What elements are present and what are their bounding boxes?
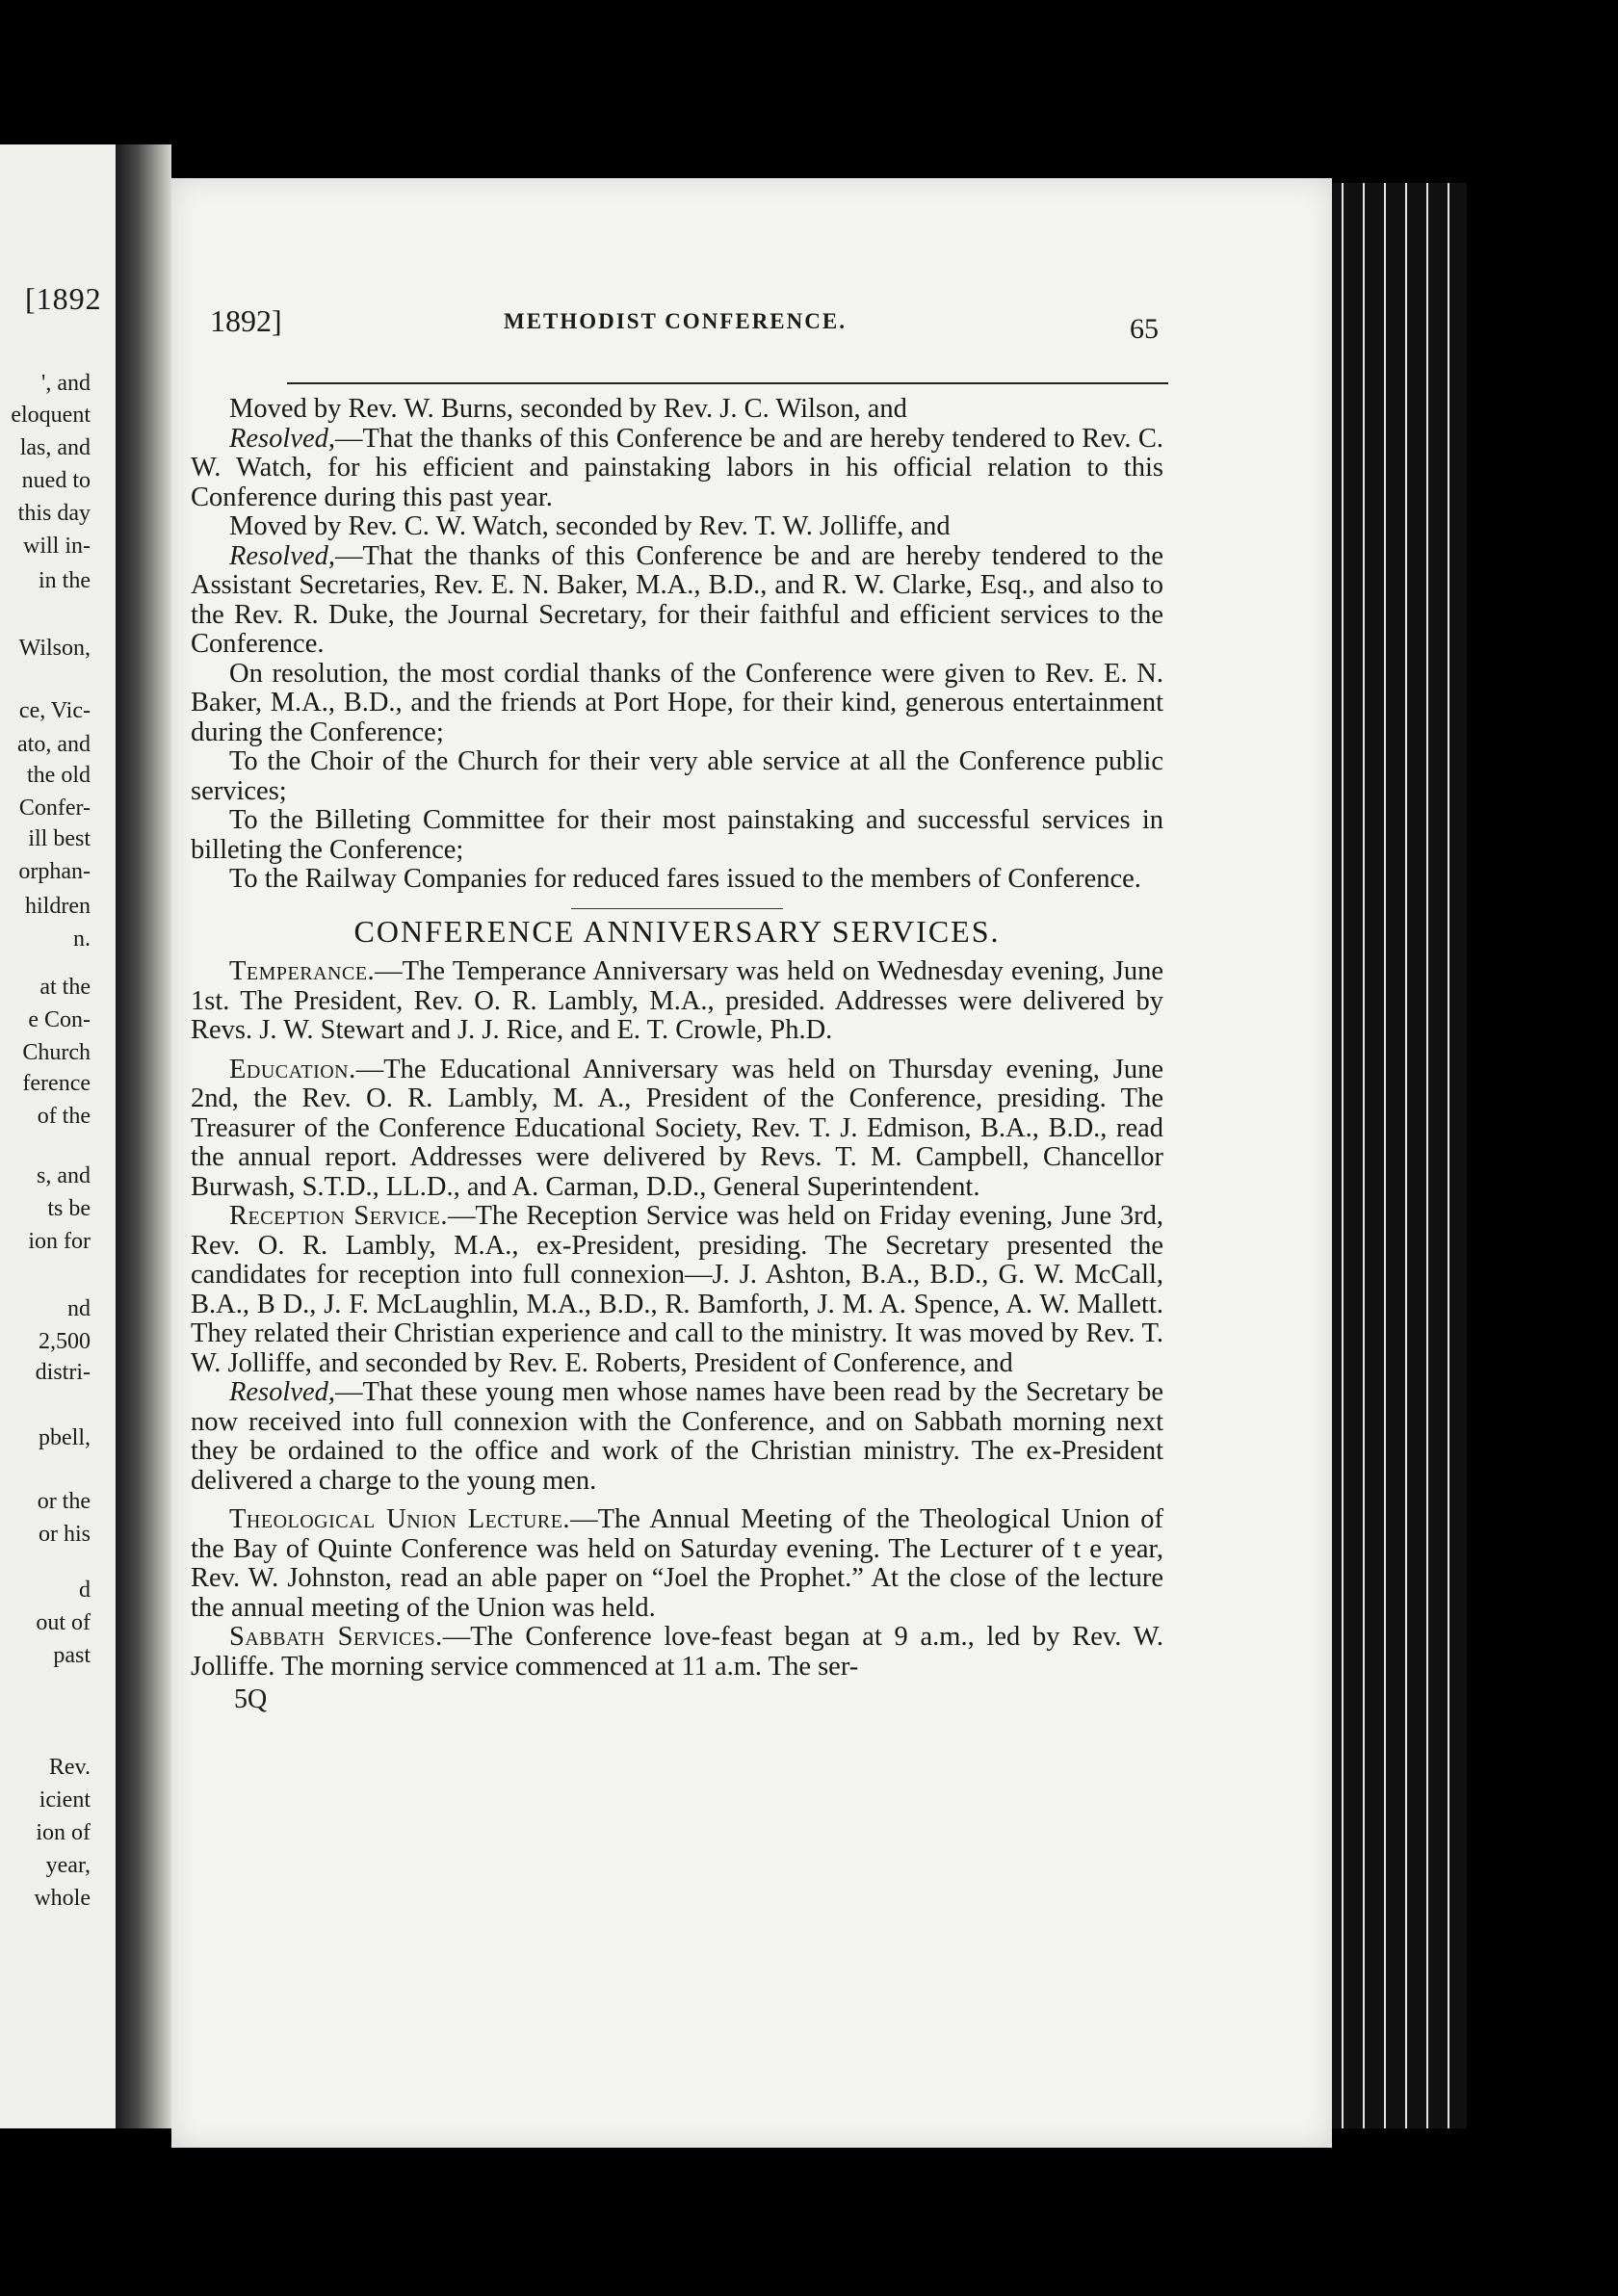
book-gutter bbox=[116, 144, 171, 2128]
previous-page-line: pbell, bbox=[39, 1425, 91, 1450]
running-head-title: METHODIST CONFERENCE. bbox=[504, 309, 847, 333]
previous-page-line: Rev. bbox=[48, 1755, 91, 1780]
section-heading: CONFERENCE ANNIVERSARY SERVICES. bbox=[353, 913, 1001, 949]
section-divider bbox=[571, 908, 783, 909]
page-number: 65 bbox=[1130, 313, 1159, 345]
previous-page-line: n. bbox=[73, 926, 91, 952]
previous-page-line: or the bbox=[37, 1489, 91, 1514]
previous-page-line: the old bbox=[27, 763, 91, 788]
book-page bbox=[171, 178, 1332, 2148]
paragraph: Moved by Rev. C. W. Watch, seconded by Rev. T. W. Jolliffe, and bbox=[229, 511, 951, 541]
section-paragraph-sabbath: Sabbath Services.—The Conference love-feast began at 9 a.m., led by Rev. W. Jolliffe. The morning service commenced at 11 a.m. The ser- bbox=[191, 1622, 1163, 1682]
previous-page-line: year, bbox=[45, 1853, 91, 1878]
paragraph: Resolved,—That the thanks of this Conference be and are hereby tendered to the Assistant Secretaries, Rev. E. N. Baker, M.A., B.D., and R. W. Clarke, Esq., and also to the Rev. R. Duke, the Journal Secretary, for their faithful and efficient services to the Conference. bbox=[191, 540, 1163, 659]
previous-page-line: nued to bbox=[21, 468, 91, 493]
previous-page-line: ill best bbox=[28, 826, 91, 851]
previous-page-line: Confer- bbox=[18, 796, 91, 821]
page-body bbox=[191, 395, 1163, 1715]
header-rule bbox=[287, 382, 1168, 384]
paragraph: Resolved,—That the thanks of this Conference be and are hereby tendered to Rev. C. W. Watch, for his efficient and painstaking labors in his official relation to this Conference during this past year. bbox=[191, 423, 1163, 512]
previous-page-line: ato, and bbox=[17, 732, 91, 757]
previous-page-line: orphan- bbox=[18, 859, 91, 884]
paragraph: On resolution, the most cordial thanks of the Conference were given to Rev. E. N. Baker, M.A., B.D., and the friends at Port Hope, for their kind, generous entertainment during the Conference; bbox=[191, 658, 1163, 747]
previous-page-line: ', and bbox=[41, 371, 91, 396]
previous-page-line: at the bbox=[39, 975, 91, 1000]
previous-page-line: 2,500 bbox=[39, 1329, 91, 1354]
previous-page-line: las, and bbox=[19, 435, 91, 460]
previous-page-line: eloquent bbox=[11, 403, 91, 428]
paragraph: Moved by Rev. W. Burns, seconded by Rev. J. C. Wilson, and bbox=[229, 394, 907, 424]
previous-page-line: icient bbox=[39, 1787, 91, 1813]
previous-page-line: ion of bbox=[36, 1820, 91, 1845]
previous-page-line: ion for bbox=[28, 1229, 91, 1254]
section-paragraph-theological: Theological Union Lecture.—The Annual Meeting of the Theological Union of the Bay of Quinte Conference was held on Saturday evening. The Lecturer of t e year, Rev. W. Johnston, read an able paper on “Joel the Prophet.” At the close of the lecture the annual meeting of the Union was held. bbox=[191, 1504, 1163, 1623]
previous-page-line: e Con- bbox=[28, 1007, 91, 1032]
previous-page-line: ference bbox=[22, 1071, 91, 1096]
previous-page-line: will in- bbox=[23, 534, 91, 559]
previous-page-line: d bbox=[79, 1578, 91, 1603]
previous-page-line: hildren bbox=[25, 894, 91, 919]
section-paragraph-temperance: Temperance.—The Temperance Anniversary was held on Wednesday evening, June 1st. The President, Rev. O. R. Lambly, M.A., presided. Addresses were delivered by Revs. J. W. Stewart and J. J. Rice, and E. T. Crowle, Ph.D. bbox=[191, 956, 1163, 1045]
paragraph: To the Railway Companies for reduced fares issued to the members of Conference. bbox=[229, 864, 1141, 894]
previous-page-line: distri- bbox=[35, 1360, 91, 1385]
previous-page-line: ce, Vic- bbox=[18, 698, 91, 723]
previous-page-line: Church bbox=[22, 1040, 91, 1065]
printer-signature-mark: 5Q bbox=[234, 1684, 268, 1714]
paragraph: To the Choir of the Church for their very able service at all the Conference public services; bbox=[191, 746, 1163, 806]
paragraph: To the Billeting Committee for their most painstaking and successful services in billeting the Conference; bbox=[191, 805, 1163, 865]
previous-page-line: whole bbox=[34, 1886, 91, 1911]
previous-page-line: nd bbox=[67, 1296, 91, 1321]
running-head bbox=[171, 303, 1332, 361]
previous-page-line: this day bbox=[17, 501, 91, 526]
previous-page-line: of the bbox=[37, 1104, 91, 1129]
previous-page-line: Wilson, bbox=[18, 636, 91, 661]
previous-page-line: in the bbox=[39, 568, 91, 593]
page-edges bbox=[1332, 183, 1467, 2128]
previous-page-line: past bbox=[53, 1643, 91, 1668]
previous-page-line: ts be bbox=[47, 1196, 91, 1221]
previous-page-header: [1892 bbox=[25, 281, 102, 316]
previous-page-line: s, and bbox=[37, 1163, 91, 1188]
section-paragraph-resolved: Resolved,—That these young men whose names have been read by the Secretary be now received into full connexion with the Conference, and on Sabbath morning next they be ordained to the office and work of the Christian ministry. The ex-President delivered a charge to the young men. bbox=[191, 1377, 1163, 1496]
running-head-year: 1892] bbox=[210, 303, 282, 338]
section-paragraph-reception: Reception Service.—The Reception Service was held on Friday evening, June 3rd, Rev. O. R. Lambly, M.A., ex-President, presiding. The Secretary presented the candidates for reception into full connexion—J. J. Ashton, B.A., B.D., G. W. McCall, B.A., B D., J. F. McLaughlin, M.A., B.D., R. Bamforth, J. M. A. Spence, A. W. Mallett. They related their Christian experience and call to the ministry. It was moved by Rev. T. W. Jolliffe, and seconded by Rev. E. Roberts, President of Conference, and bbox=[191, 1201, 1163, 1378]
previous-page-line: out of bbox=[36, 1610, 91, 1635]
previous-page-line: or his bbox=[39, 1522, 91, 1547]
previous-page-fragment bbox=[0, 144, 118, 2128]
section-paragraph-education: Education.—The Educational Anniversary was held on Thursday evening, June 2nd, the Rev. O. R. Lambly, M. A., President of the Conference, presiding. The Treasurer of the Conference Educational Society, Rev. T. J. Edmison, B.A., B.D., read the annual report. Addresses were delivered by Revs. T. M. Campbell, Chancellor Burwash, S.T.D., LL.D., and A. Carman, D.D., General Superintendent. bbox=[191, 1054, 1163, 1202]
